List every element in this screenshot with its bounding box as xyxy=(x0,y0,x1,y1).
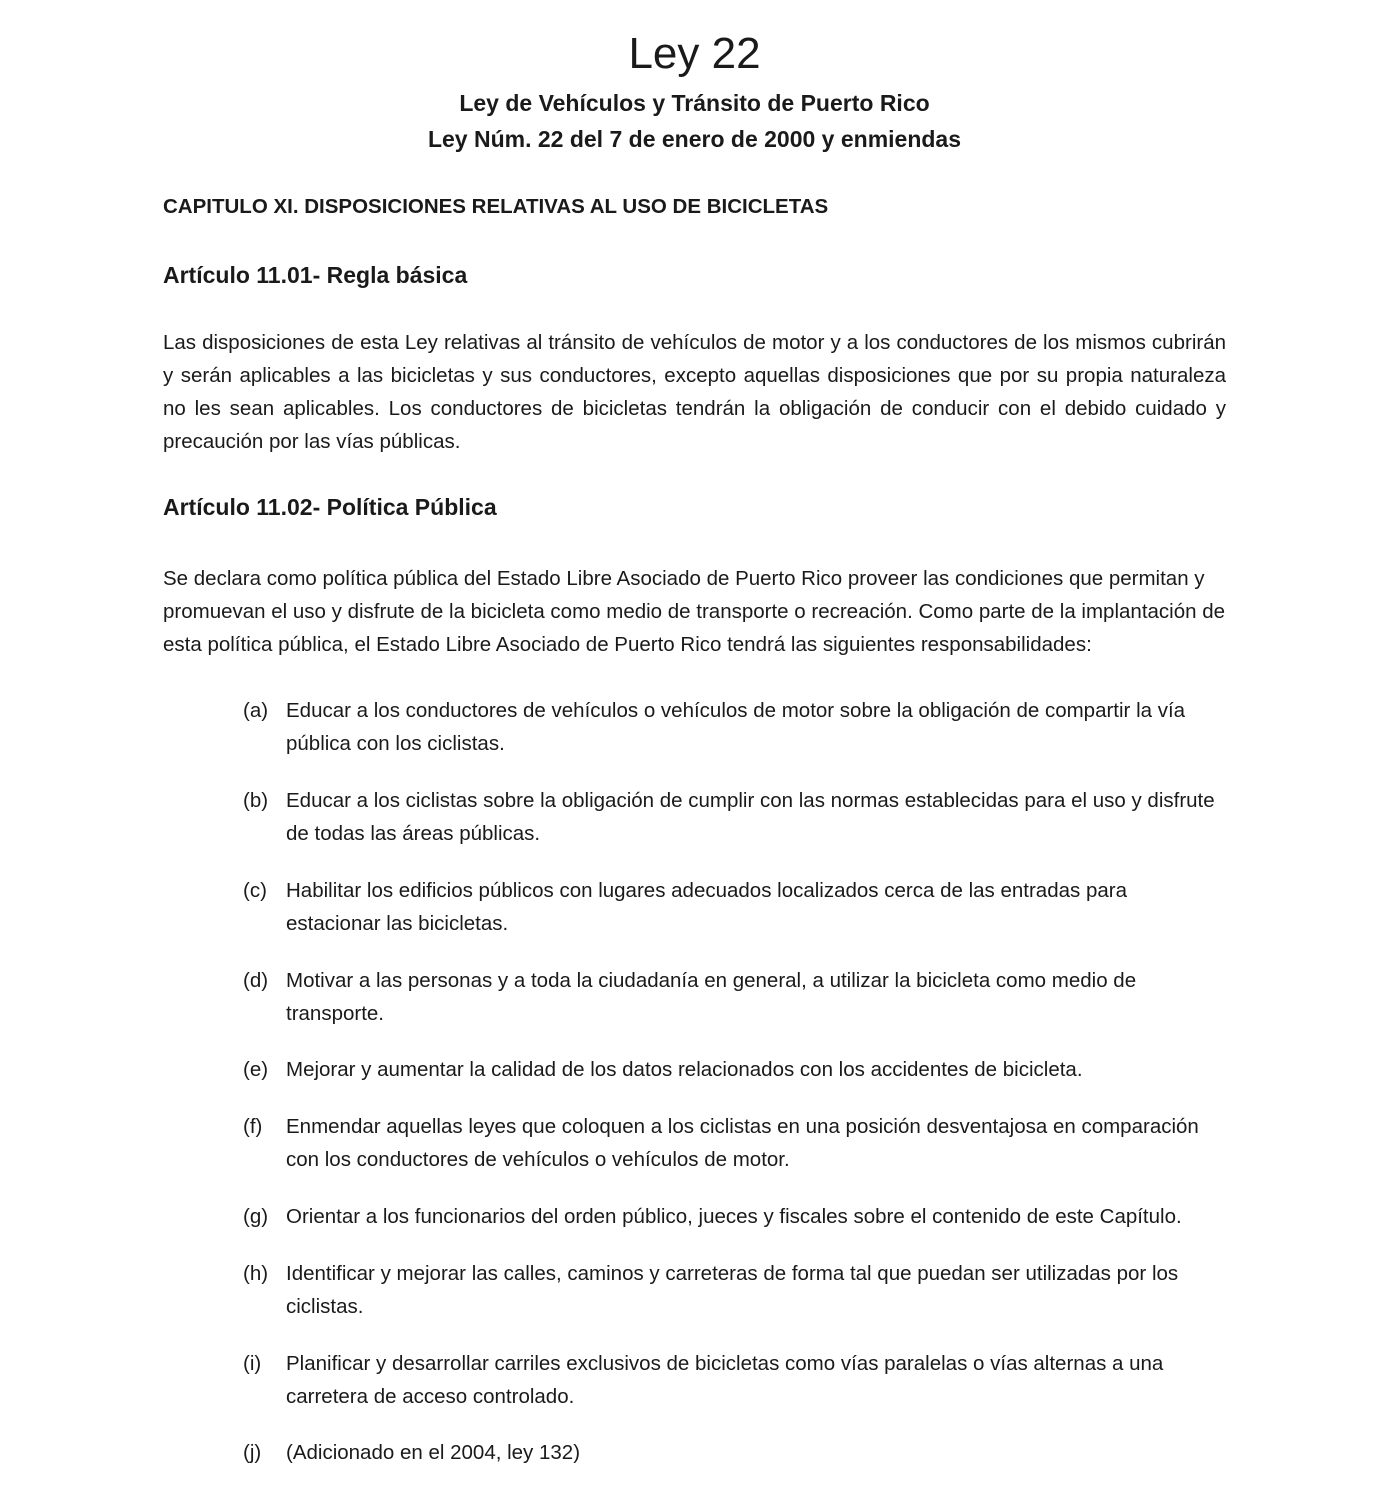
article-heading-11-02: Artículo 11.02- Política Pública xyxy=(163,494,497,520)
list-item xyxy=(243,1053,1223,1086)
list-item xyxy=(243,1436,1223,1469)
document-subtitle-line1: Ley de Vehículos y Tránsito de Puerto Rico xyxy=(459,90,930,116)
list-item-letter: (j) xyxy=(243,1441,262,1464)
list-item-text: Educar a los conductores de vehículos o vehículos de motor sobre la obligación de compartir la vía pública con los ciclistas. xyxy=(286,699,1186,755)
list-item-text: Motivar a las personas y a toda la ciudadanía en general, a utilizar la bicicleta como medio de transporte. xyxy=(286,969,1137,1025)
list-item-text: (Adicionado en el 2004, ley 132) xyxy=(286,1441,581,1464)
list-item-letter: (i) xyxy=(243,1352,262,1375)
list-item-text: Identificar y mejorar las calles, caminos y carreteras de forma tal que puedan ser utilizadas por los ciclistas. xyxy=(286,1262,1179,1318)
list-item-letter: (g) xyxy=(243,1205,269,1228)
article-paragraph-11-02: Se declara como política pública del Estado Libre Asociado de Puerto Rico proveer las condiciones que permitan y promuevan el uso y disfrute de la bicicleta como medio de transporte o recreación. Como parte de la implantación de esta política pública, el Estado Libre Asociado de Puerto Rico tendrá las siguientes responsabilidades: xyxy=(163,567,1226,656)
list-item-letter: (f) xyxy=(243,1115,263,1138)
list-item-letter: (d) xyxy=(243,969,269,992)
list-item-letter: (e) xyxy=(243,1058,269,1081)
article-paragraph-11-01: Las disposiciones de esta Ley relativas al tránsito de vehículos de motor y a los conductores de los mismos cubrirán y serán aplicables a las bicicletas y sus conductores, excepto aquellas disposiciones que por su propia naturaleza no les sean aplicables. Los conductores de bicicletas tendrán la obligación de conducir con el debido cuidado y precaución por las vías públicas. xyxy=(163,331,1226,453)
document-subtitle-line2: Ley Núm. 22 del 7 de enero de 2000 y enmiendas xyxy=(427,126,962,152)
list-item xyxy=(243,1257,1223,1323)
list-item xyxy=(243,784,1223,850)
list-item xyxy=(243,1347,1223,1413)
list-item xyxy=(243,1200,1223,1233)
list-item-text: Mejorar y aumentar la calidad de los datos relacionados con los accidentes de bicicleta. xyxy=(286,1058,1083,1081)
list-item-text: Habilitar los edificios públicos con lugares adecuados localizados cerca de las entradas para estacionar las bicicletas. xyxy=(286,879,1127,935)
list-item xyxy=(243,964,1223,1030)
list-item xyxy=(243,874,1223,940)
document-title: Ley 22 xyxy=(628,29,761,78)
list-item-text: Educar a los ciclistas sobre la obligación de cumplir con las normas establecidas para el uso y disfrute de todas las áreas públicas. xyxy=(286,789,1215,845)
list-item-letter: (b) xyxy=(243,789,269,812)
list-item-text: Enmendar aquellas leyes que coloquen a los ciclistas en una posición desventajosa en comparación con los conductores de vehículos o vehículos de motor. xyxy=(286,1115,1199,1171)
list-item xyxy=(243,694,1223,760)
list-item-letter: (h) xyxy=(243,1262,269,1285)
list-item-text: Orientar a los funcionarios del orden público, jueces y fiscales sobre el contenido de este Capítulo. xyxy=(286,1205,1182,1228)
list-item xyxy=(243,1110,1223,1176)
list-item-text: Planificar y desarrollar carriles exclusivos de bicicletas como vías paralelas o vías alternas a una carretera de acceso controlado. xyxy=(286,1352,1164,1408)
list-item-letter: (a) xyxy=(243,699,269,722)
article-heading-11-01: Artículo 11.01- Regla básica xyxy=(163,262,468,288)
chapter-heading: CAPITULO XI. DISPOSICIONES RELATIVAS AL USO DE BICICLETAS xyxy=(163,195,829,218)
list-item-letter: (c) xyxy=(243,879,267,902)
